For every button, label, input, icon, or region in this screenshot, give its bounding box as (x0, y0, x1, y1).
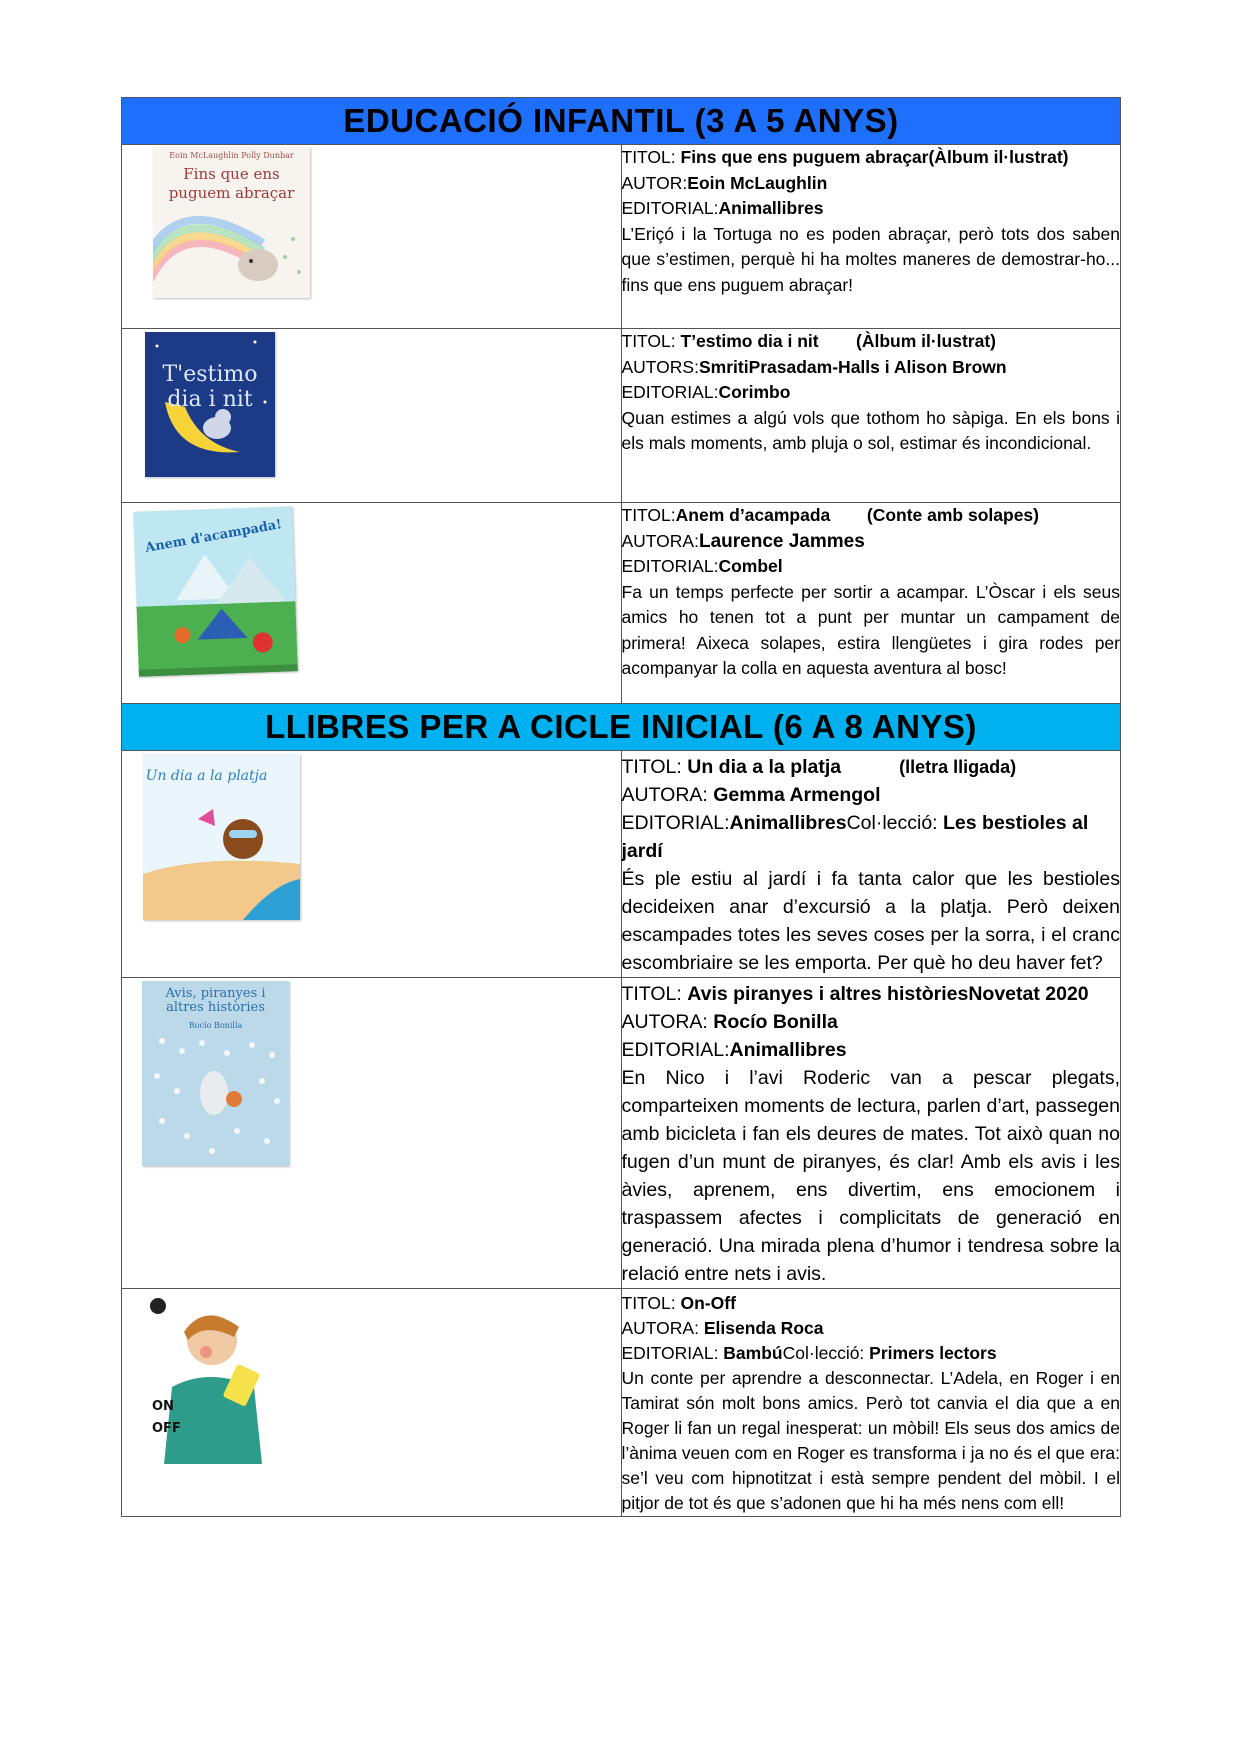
editorial-line (622, 196, 1121, 222)
author-line (622, 1316, 1121, 1341)
section-heading-infantil: EDUCACIÓ INFANTIL (3 A 5 ANYS) (122, 98, 1121, 145)
author-label: AUTORA: (621, 530, 699, 551)
editorial-line (622, 1036, 1121, 1064)
book-cover-cell (122, 503, 622, 704)
book-description: És ple estiu al jardí i fa tanta calor que les bestioles decideixen anar d’excursió a la platja. Però deixen escampades totes les seves coses per la sorra, i el cranc escombriaire se les emporta. Per què ho deu haver fet? (621, 868, 1120, 974)
book-type-tag: (lletra lligada) (899, 757, 1017, 777)
book-title: Un dia a la platja (687, 756, 842, 778)
author-label: AUTORS: (621, 356, 699, 377)
book-row (122, 145, 1121, 329)
boy-illustration (144, 1292, 292, 1464)
cover-title: Anem d'acampada! (144, 517, 284, 556)
book-editorial: Combel (718, 556, 783, 576)
book-author: Laurence Jammes (698, 530, 865, 552)
book-row (122, 1289, 1121, 1517)
book-row (122, 978, 1121, 1289)
section-heading-cicle-inicial: LLIBRES PER A CICLE INICIAL (6 A 8 ANYS) (122, 704, 1121, 751)
editorial-label: EDITORIAL: (621, 198, 719, 218)
title-line (622, 1291, 1121, 1316)
book-cover-cell (122, 978, 622, 1289)
title-label: TITOL: (621, 983, 688, 1005)
editorial-label: EDITORIAL: (621, 1343, 724, 1363)
book-title: Anem d’acampada (675, 505, 831, 525)
author-line (622, 355, 1121, 381)
book-collection: Primers lectors (869, 1343, 997, 1363)
book-cover-cell (122, 145, 622, 329)
book-cover-cell (122, 751, 622, 978)
author-label: AUTORA: (621, 1011, 714, 1033)
cover-title: Fins que ens puguem abraçar (168, 165, 295, 202)
book-author: SmritiPrasadam-Halls i Alison Brown (698, 356, 1007, 377)
author-line (622, 781, 1121, 809)
book-type-tag: (Àlbum il·lustrat) (856, 331, 996, 351)
editorial-line (622, 1341, 1121, 1366)
book-author: Elisenda Roca (703, 1318, 824, 1338)
book-editorial: Corimbo (718, 382, 791, 402)
book-info-cell (621, 329, 1121, 503)
book-row (122, 503, 1121, 704)
book-info-cell (621, 1289, 1121, 1517)
title-line (622, 980, 1121, 1008)
editorial-label: EDITORIAL: (621, 556, 719, 576)
cover-title: T'estimo dia i nit (162, 362, 258, 412)
piranhas-cover (142, 981, 289, 1166)
title-label: TITOL: (621, 1293, 681, 1313)
title-label: TITOL: (621, 505, 676, 525)
svg-text:ON: ON (152, 1399, 174, 1414)
title-line (622, 329, 1121, 355)
editorial-label: EDITORIAL: (621, 1039, 730, 1061)
book-author: Rocío Bonilla (713, 1011, 838, 1033)
book-author: Gemma Armengol (713, 784, 881, 806)
book-description: Fa un temps perfecte per sortir a acampar. L’Òscar i els seus amics ho tenen tot a punt per muntar un campament de primera! Aixeca solapes, estira llengüetes i gira rodes per acompanyar la colla en aquesta aventura al bosc! (621, 581, 1120, 678)
book-author: Eoin McLaughlin (687, 172, 828, 193)
collection-label: Col·lecció: (846, 812, 944, 834)
book-editorial: Animallibres (729, 812, 847, 834)
book-row (122, 329, 1121, 503)
book-editorial: Animallibres (718, 198, 824, 218)
book-title: On-Off (680, 1293, 736, 1313)
editorial-line (622, 809, 1121, 865)
book-cover-cell (122, 329, 622, 503)
book-row (122, 751, 1121, 978)
cover-title: Un dia a la platja (145, 768, 268, 784)
book-info-cell (621, 503, 1121, 704)
section-header-row (122, 704, 1121, 751)
book-description: En Nico i l’avi Roderic van a pescar plegats, comparteixen moments de lectura, parlen d’art, passegen amb bicicleta i fan els deures de mates. Tot això quan no fugen d’un munt de piranyes, és clar! Amb els avis i les àvies, aprenem, ens divertim, ens emocionem i traspassem afectes i complicitats de generació en generació. Una mirada plena d’humor i tendresa sobre la relació entre nets i avis. (621, 1067, 1120, 1285)
author-line (622, 1008, 1121, 1036)
book-type-tag: (Àlbum il·lustrat) (928, 147, 1069, 167)
camping-fox-cover (133, 506, 298, 676)
book-type-tag: (Conte amb solapes) (866, 505, 1039, 525)
author-label: AUTOR: (621, 172, 688, 193)
beach-bug-cover (143, 754, 300, 920)
editorial-line (622, 554, 1121, 580)
editorial-label: EDITORIAL: (621, 382, 719, 402)
boy-phone-cover (144, 1292, 292, 1464)
moon-bear-cover (145, 332, 275, 477)
editorial-label: EDITORIAL: (621, 812, 730, 834)
author-label: AUTORA: (621, 784, 714, 806)
editorial-line (622, 380, 1121, 406)
book-title: Fins que ens puguem abraçar (680, 147, 929, 167)
title-line (622, 145, 1121, 171)
author-label: AUTORA: (621, 1318, 704, 1338)
svg-text:OFF: OFF (152, 1421, 181, 1436)
book-info-cell (621, 978, 1121, 1289)
title-line (622, 753, 1121, 781)
book-description: Un conte per aprendre a desconnectar. L’Adela, en Roger i en Tamirat són molt bons amics. Però tot canvia el dia que a en Roger li fan un regal inesperat: un mòbil! Els seus dos amics de l’ànima veuen com en Roger es transforma i ja no és el que era: se’l veu com hipnotitzat i està sempre pendent del mòbil. I el pitjor de tot és que s’adonen que hi ha més nens com ell! (621, 1368, 1120, 1513)
title-label: TITOL: (621, 331, 681, 351)
book-title: T’estimo dia i nit (680, 331, 819, 351)
cover-author: Rocío Bonilla (188, 1021, 243, 1030)
book-info-cell (621, 145, 1121, 329)
book-cover-cell (122, 1289, 622, 1517)
author-line (622, 171, 1121, 197)
author-line (622, 529, 1121, 555)
hedgehog-rainbow-cover (153, 147, 310, 298)
book-editorial: Animallibres (729, 1039, 847, 1061)
title-line (622, 503, 1121, 529)
book-description: Quan estimes a algú vols que tothom ho sàpiga. En els bons i els mals moments, amb pluja o sol, estimar és incondicional. (621, 407, 1120, 453)
book-collection: Les bestioles al jardí (621, 812, 1089, 862)
book-title: Avis piranyes i altres històries (687, 983, 969, 1005)
title-label: TITOL: (621, 756, 688, 778)
title-label: TITOL: (621, 147, 681, 167)
cover-title: Avis, piranyes i altres històries (165, 986, 266, 1015)
cover-authors: Eoin McLaughlin Polly Dunbar (169, 151, 294, 160)
book-type-tag: Novetat 2020 (968, 983, 1089, 1005)
collection-label: Col·lecció: (782, 1343, 870, 1363)
book-editorial: Bambú (723, 1343, 783, 1363)
book-description: L’Eriçó i la Tortuga no es poden abraçar, però tots dos saben que s’estimen, perquè hi ha moltes maneres de demostrar-ho... fins que ens puguem abraçar! (621, 223, 1120, 295)
book-info-cell (621, 751, 1121, 978)
book-list-table (121, 97, 1121, 1517)
section-header-row (122, 98, 1121, 145)
